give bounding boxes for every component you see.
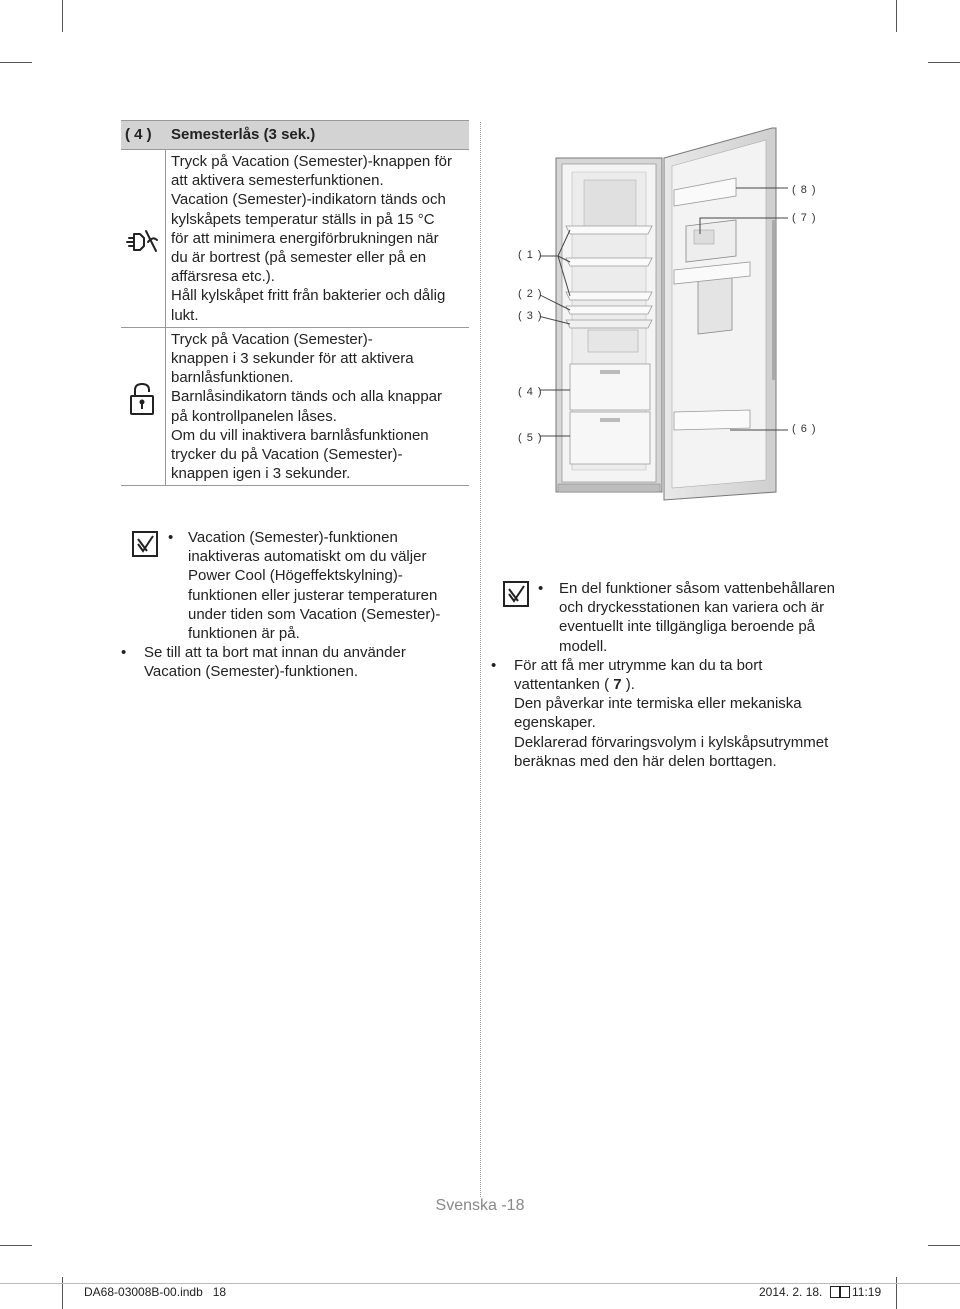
text-line: Deklarerad förvaringsvolym i kylskåpsutrymmet [514,733,829,751]
text-line: Vacation (Semester)-funktionen. [144,663,358,681]
text-line: knappen i 3 sekunder för att aktivera [171,350,414,368]
text-line: beräknas med den här delen borttagen. [514,752,777,770]
footer-rule [0,1283,960,1284]
note-bullet [168,528,464,643]
text-line: Se till att ta bort mat innan du använder [144,644,406,662]
note-right [491,579,854,771]
text-line: Håll kylskåpet fritt från bakterier och dålig [171,287,446,305]
bullet-icon: • [168,529,174,546]
text-line: För att få mer utrymme kan du ta bort [514,656,763,674]
label-2: ( 2 ) [518,288,543,300]
text-line: Barnlåsindikatorn tänds och alla knappar [171,388,443,406]
crop-mark [928,1245,960,1246]
missing-glyph-icon [830,1286,840,1298]
crop-mark [62,0,63,32]
crop-mark [0,1245,32,1246]
label-3: ( 3 ) [518,310,543,322]
text-line: affärsresa etc.). [171,268,275,286]
refrigerator-diagram [540,120,840,510]
text-line: En del funktioner såsom vattenbehållaren [559,580,836,597]
child-lock-description [171,328,469,486]
note-bullet [491,656,854,771]
crop-mark [896,0,897,32]
text-line: funktionen eller justerar temperaturen [188,586,438,604]
label-8: ( 8 ) [792,184,817,196]
icon-cell [121,150,166,327]
text-line: egenskaper. [514,714,596,732]
function-number: ( 4 ) [125,126,152,143]
text-line: Power Cool (Högeffektskylning)- [188,567,403,585]
label-4: ( 4 ) [518,386,543,398]
footer-file: DA68-03008B-00.indb 18 [84,1285,227,1299]
text-line: modell. [559,637,608,655]
note-bullet [121,643,464,681]
text-line: trycker du på Vacation (Semester)- [171,446,403,464]
table-row [121,150,469,328]
text-line: för att minimera energiförbrukningen när [171,229,439,247]
text-line [514,675,854,694]
text-line: att aktivera semesterfunktionen. [171,172,384,190]
label-1: ( 1 ) [518,249,543,261]
crop-mark [896,1277,897,1309]
label-7: ( 7 ) [792,212,817,224]
footer-time: 11:19 [852,1285,882,1299]
text-line: på kontrollpanelen låses. [171,407,337,425]
text-line: inaktiveras automatiskt om du väljer [188,548,427,566]
text-line: funktionen är på. [188,625,300,643]
cabinet [556,158,662,492]
text-line: Vacation (Semester)-indikatorn tänds och [171,191,446,209]
crop-mark [0,62,32,63]
note-bullet [538,579,854,656]
door [664,128,776,500]
column-divider [480,122,481,1197]
text-line: kylskåpets temperatur ställs in på 15 °C [171,210,435,228]
crop-mark [62,1277,63,1309]
vacation-description [171,150,469,327]
function-table [121,120,469,486]
text-span: vattentanken ( [514,676,614,694]
label-6: ( 6 ) [792,423,817,435]
text-line: du är bortrest (på semester eller på en [171,249,427,267]
table-header [121,120,469,150]
tank-number: 7 [613,676,622,694]
note-left [121,528,464,682]
text-line: Vacation (Semester)-funktionen [188,529,398,546]
function-title: Semesterlås (3 sek.) [171,126,316,143]
text-line: Tryck på Vacation (Semester)- [171,330,373,348]
bullet-icon: • [121,644,127,662]
footer-date: 2014. 2. 18. [759,1285,823,1299]
text-line: knappen igen i 3 sekunder. [171,465,351,483]
text-line: Om du vill inaktivera barnlåsfunktionen [171,426,429,444]
text-span: ). [621,676,635,694]
text-line: och dryckesstationen kan variera och är [559,599,825,617]
bullet-icon: • [491,656,497,674]
bullet-icon: • [538,580,544,597]
text-line: lukt. [171,306,199,324]
text-line: Den påverkar inte termiska eller mekaniska [514,695,802,713]
page-number: Svenska -18 [435,1197,525,1214]
crop-mark [928,62,960,63]
text-line: Tryck på Vacation (Semester)-knappen för [171,153,452,170]
unplug-icon [125,228,159,254]
text-line: barnlåsfunktionen. [171,369,294,387]
lock-icon [129,382,155,416]
text-line: under tiden som Vacation (Semester)- [188,605,441,623]
icon-cell [121,328,166,486]
label-5: ( 5 ) [518,432,543,444]
missing-glyph-icon [840,1286,850,1298]
text-line: eventuellt inte tillgängliga beroende på [559,618,816,636]
table-row [121,328,469,487]
